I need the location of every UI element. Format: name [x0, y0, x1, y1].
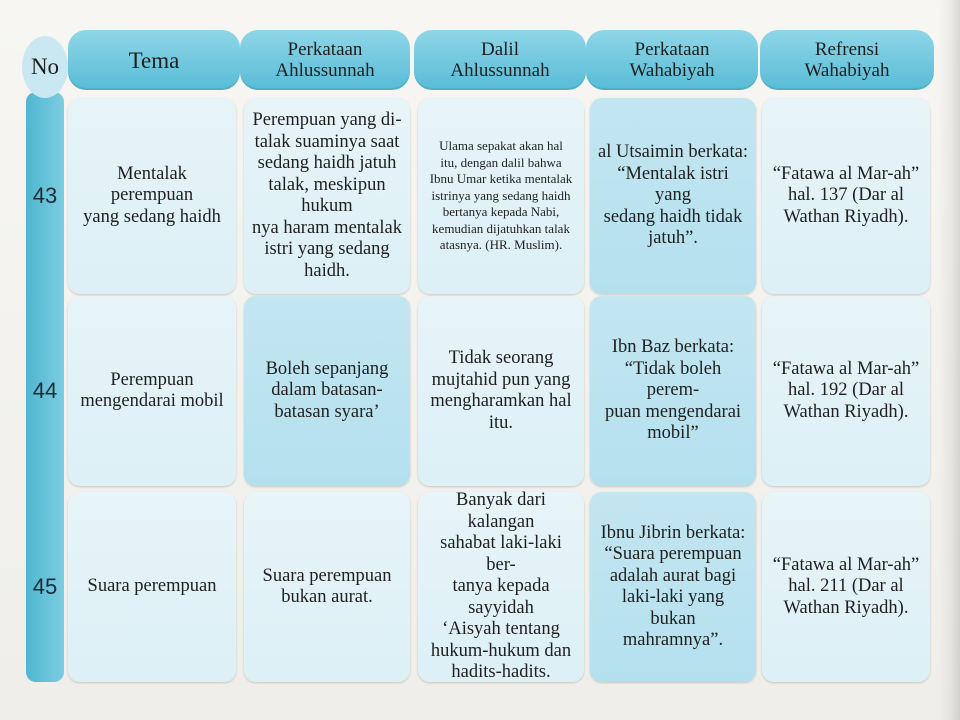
header-perkataan-wahabiyah: Perkataan Wahabiyah: [586, 30, 758, 90]
header-perkataan-ahlussunnah: Perkataan Ahlussunnah: [240, 30, 410, 90]
table-cell-tema: Suara perempuan: [68, 492, 236, 682]
header-no: No: [22, 36, 68, 98]
row-number: 45: [32, 574, 58, 599]
table-cell-perkataan-ahlussunnah: Perempuan yang di- talak suaminya saat sedang haidh jatuh talak, meskipun hukum nya haram mentalak istri yang sedang haidh.: [244, 98, 410, 294]
table-cell-tema: Perempuan mengendarai mobil: [68, 296, 236, 486]
row-number: 43: [32, 183, 58, 208]
table-cell-refrensi-wahabiyah: “Fatawa al Mar-ah” hal. 211 (Dar al Wathan Riyadh).: [762, 492, 930, 682]
table-cell-perkataan-wahabiyah: al Utsaimin berkata: “Mentalak istri yang sedang haidh tidak jatuh”.: [590, 98, 756, 294]
table-cell-perkataan-wahabiyah: Ibnu Jibrin berkata: “Suara perempuan adalah aurat bagi laki-laki yang bukan mahramnya”.: [590, 492, 756, 682]
table-cell-dalil-ahlussunnah: Ulama sepakat akan hal itu, dengan dalil bahwa Ibnu Umar ketika mentalak istrinya yang sedang haidh bertanya kepada Nabi, kemudian dijatuhkan talak atasnya. (HR. Muslim).: [418, 98, 584, 294]
page-edge-shadow: [938, 0, 960, 720]
table-cell-refrensi-wahabiyah: “Fatawa al Mar-ah” hal. 192 (Dar al Wathan Riyadh).: [762, 296, 930, 486]
table-cell-perkataan-ahlussunnah: Boleh sepanjang dalam batasan- batasan syara’: [244, 296, 410, 486]
header-refrensi-wahabiyah: Refrensi Wahabiyah: [760, 30, 934, 90]
row-number: 44: [32, 378, 58, 403]
table-cell-perkataan-wahabiyah: Ibn Baz berkata: “Tidak boleh perem- puan mengendarai mobil”: [590, 296, 756, 486]
header-dalil-ahlussunnah: Dalil Ahlussunnah: [414, 30, 586, 90]
table-cell-dalil-ahlussunnah: Tidak seorang mujtahid pun yang mengharamkan hal itu.: [418, 296, 584, 486]
table-cell-tema: Mentalak perempuan yang sedang haidh: [68, 98, 236, 294]
table-cell-perkataan-ahlussunnah: Suara perempuan bukan aurat.: [244, 492, 410, 682]
table-cell-refrensi-wahabiyah: “Fatawa al Mar-ah” hal. 137 (Dar al Wathan Riyadh).: [762, 98, 930, 294]
table-cell-dalil-ahlussunnah: Banyak dari kalangan sahabat laki-laki ber- tanya kepada sayyidah ‘Aisyah tentang hukum-hukum dan hadits-hadits.: [418, 492, 584, 682]
header-tema: Tema: [68, 30, 240, 90]
